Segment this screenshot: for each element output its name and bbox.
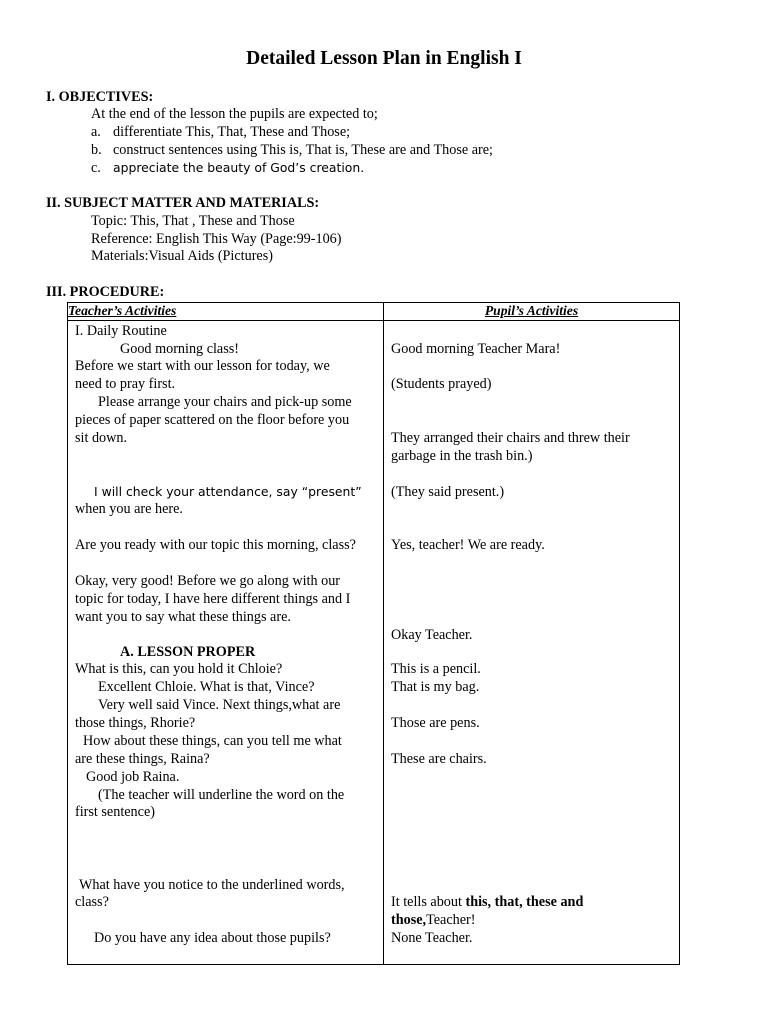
pupil-line: Okay Teacher.	[391, 627, 473, 643]
pupil-line: These are chairs.	[391, 751, 487, 767]
teacher-line: (The teacher will underline the word on the	[98, 787, 345, 803]
pupil-answer-line	[391, 911, 475, 929]
teacher-line: sit down.	[75, 430, 128, 446]
objective-item-b: construct sentences using This is, That is, These are and Those are;	[113, 142, 493, 158]
pupil-answer-bold: this, that, these and	[465, 894, 584, 910]
objective-label-b: b.	[91, 142, 102, 158]
pupil-line: Those are pens.	[391, 715, 480, 731]
pupil-answer-text: Teacher!	[426, 912, 476, 928]
teacher-line: Good job Raina.	[86, 769, 180, 785]
pupil-line: Yes, teacher! We are ready.	[391, 537, 545, 553]
teacher-line: first sentence)	[75, 804, 155, 820]
teacher-line: when you are here.	[75, 501, 183, 517]
teacher-line: Please arrange your chairs and pick-up some	[98, 394, 352, 410]
document-title: Detailed Lesson Plan in English I	[246, 48, 522, 69]
teacher-line: topic for today, I have here different things and I	[75, 591, 351, 607]
pupil-line: Good morning Teacher Mara!	[391, 341, 561, 357]
pupil-answer-text: It tells about	[391, 894, 466, 910]
teacher-line: are these things, Raina?	[75, 751, 210, 767]
teacher-activities-cell	[68, 321, 384, 965]
pupil-line: (They said present.)	[391, 484, 505, 500]
teacher-line: Before we start with our lesson for today, we	[75, 358, 330, 374]
subject-materials: Materials:Visual Aids (Pictures)	[91, 248, 273, 264]
objectives-intro: At the end of the lesson the pupils are expected to;	[91, 106, 378, 122]
objective-label-c: c.	[91, 160, 101, 176]
teacher-line: class?	[75, 894, 109, 910]
pupil-line: This is a pencil.	[391, 661, 481, 677]
teacher-line: want you to say what these things are.	[75, 609, 291, 625]
teacher-line: What is this, can you hold it Chloie?	[75, 661, 283, 677]
teacher-line: How about these things, can you tell me what	[83, 733, 342, 749]
subject-reference: Reference: English This Way (Page:99-106)	[91, 231, 342, 247]
teacher-line: What have you notice to the underlined words,	[79, 877, 345, 893]
pupil-answer-bold: those,	[391, 912, 427, 928]
subject-topic: Topic: This, That , These and Those	[91, 213, 295, 229]
teacher-line: those things, Rhorie?	[75, 715, 196, 731]
pupil-line: (Students prayed)	[391, 376, 492, 392]
teacher-line: pieces of paper scattered on the floor before you	[75, 412, 350, 428]
objective-item-c: appreciate the beauty of God’s creation.	[113, 160, 365, 175]
pupil-line: They arranged their chairs and threw their	[391, 430, 630, 446]
teacher-line: I will check your attendance, say “present”	[94, 484, 362, 499]
objective-label-a: a.	[91, 124, 101, 140]
pupil-activities-header: Pupil’s Activities	[384, 303, 680, 321]
objectives-heading: I. OBJECTIVES:	[46, 89, 154, 105]
teacher-line: Very well said Vince. Next things,what are	[98, 697, 341, 713]
objective-item-a: differentiate This, That, These and Those;	[113, 124, 351, 140]
procedure-table	[67, 302, 680, 965]
teacher-line: Okay, very good! Before we go along with our	[75, 573, 341, 589]
procedure-heading: III. PROCEDURE:	[46, 284, 165, 300]
subject-heading: II. SUBJECT MATTER AND MATERIALS:	[46, 195, 320, 211]
pupil-answer-line	[391, 893, 583, 911]
teacher-activities-header: Teacher’s Activities	[68, 303, 384, 321]
teacher-line: Do you have any idea about those pupils?	[94, 930, 331, 946]
teacher-line: Are you ready with our topic this morning, class?	[75, 537, 356, 553]
lesson-proper-heading: A. LESSON PROPER	[120, 644, 256, 660]
teacher-line: Excellent Chloie. What is that, Vince?	[98, 679, 315, 695]
pupil-line: That is my bag.	[391, 679, 480, 695]
teacher-line: I. Daily Routine	[75, 323, 167, 339]
pupil-line: garbage in the trash bin.)	[391, 448, 533, 464]
teacher-line: Good morning class!	[120, 341, 240, 357]
pupil-line: None Teacher.	[391, 930, 473, 946]
pupil-activities-cell	[384, 321, 680, 965]
teacher-line: need to pray first.	[75, 376, 176, 392]
